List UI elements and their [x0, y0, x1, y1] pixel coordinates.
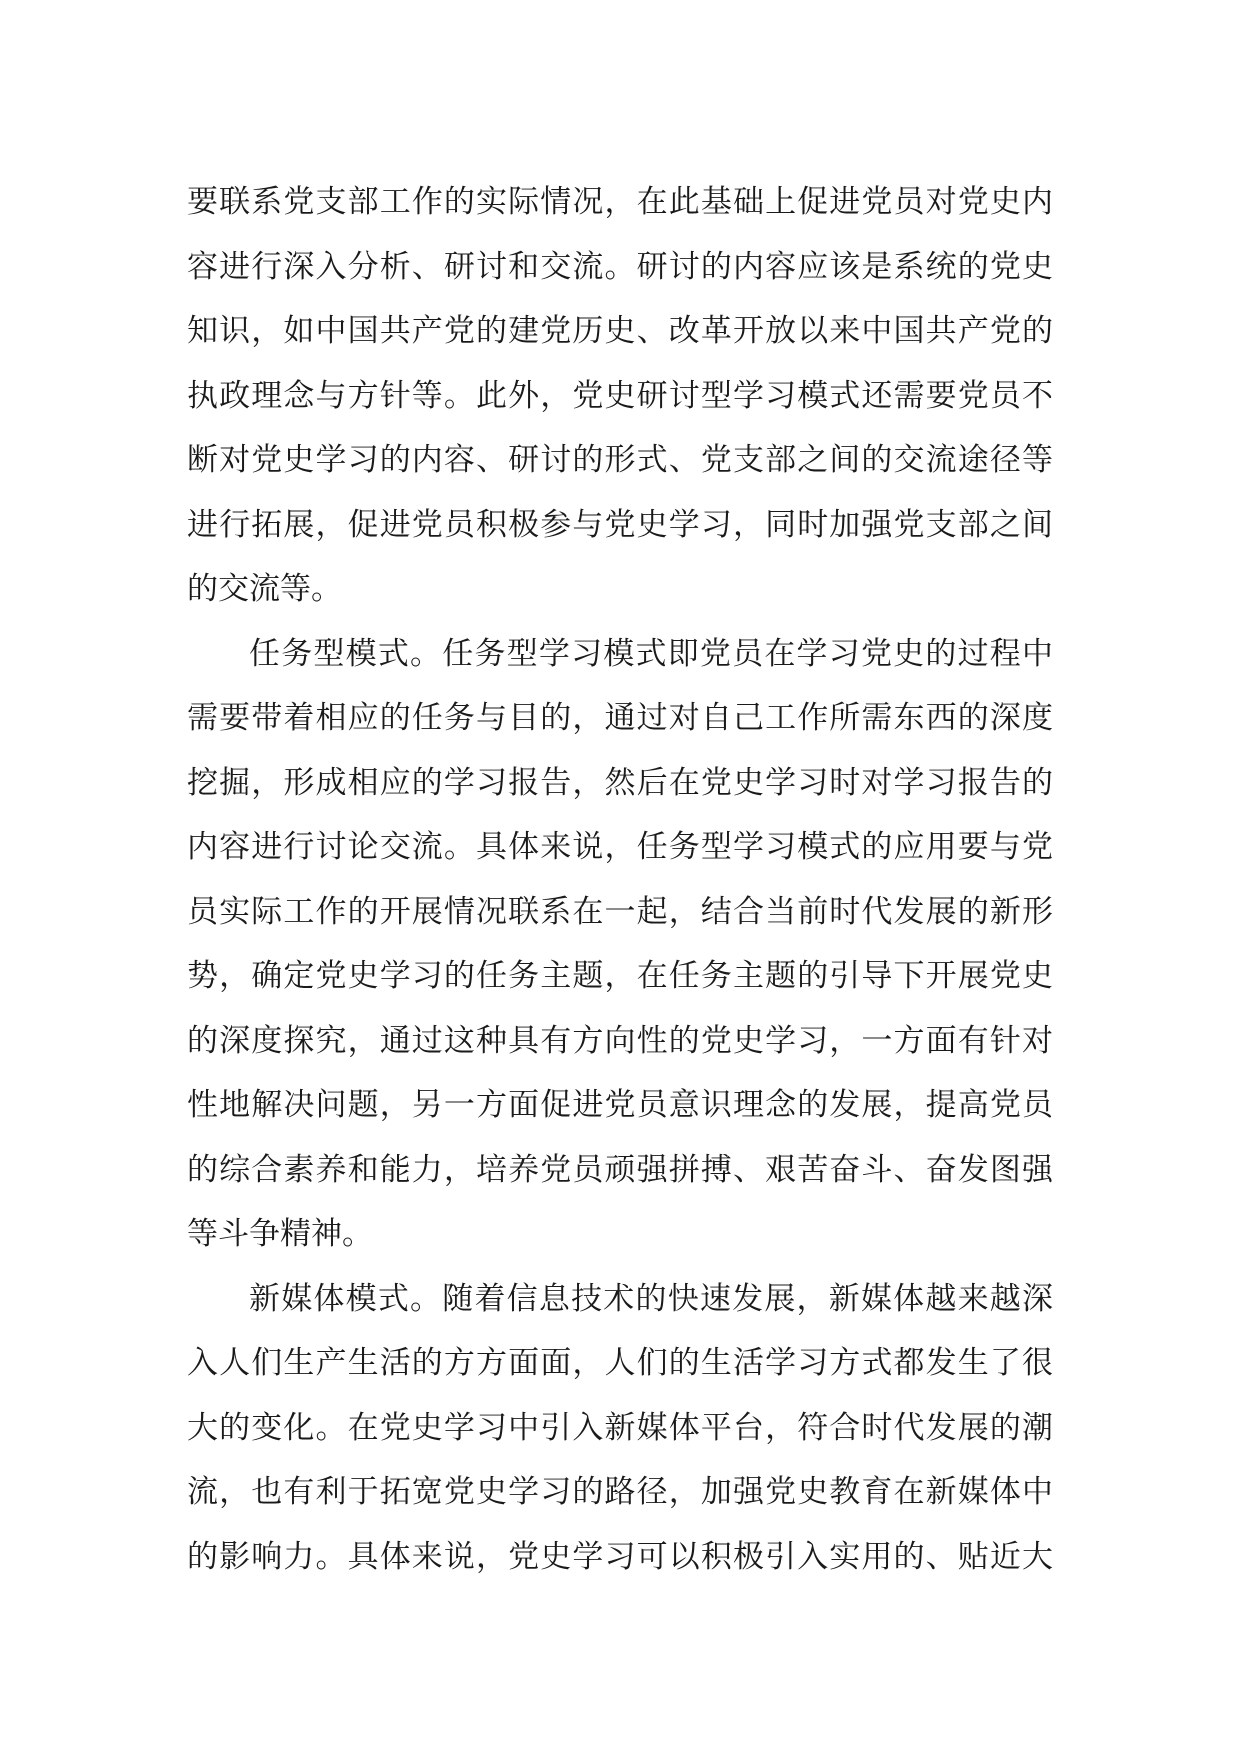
text-line: 员实际工作的开展情况联系在一起，结合当前时代发展的新形 — [187, 893, 1053, 930]
text-line: 势，确定党史学习的任务主题，在任务主题的引导下开展党史 — [187, 958, 1053, 994]
text-line: 需要带着相应的任务与目的，通过对自己工作所需东西的深度 — [187, 700, 1053, 736]
text-line: 大的变化。在党史学习中引入新媒体平台，符合时代发展的潮 — [187, 1409, 1053, 1446]
text-line: 的交流等。 — [187, 571, 342, 607]
text-line: 进行拓展，促进党员积极参与党史学习，同时加强党支部之间 — [187, 506, 1053, 543]
text-line: 知识，如中国共产党的建党历史、改革开放以来中国共产党的 — [187, 313, 1053, 349]
text-line: 内容进行讨论交流。具体来说，任务型学习模式的应用要与党 — [187, 829, 1053, 865]
text-line: 执政理念与方针等。此外，党史研讨型学习模式还需要党员不 — [187, 377, 1053, 414]
text-line: 的深度探究，通过这种具有方向性的党史学习，一方面有针对 — [187, 1022, 1053, 1059]
text-line: 的影响力。具体来说，党史学习可以积极引入实用的、贴近大 — [187, 1538, 1053, 1575]
text-line: 要联系党支部工作的实际情况，在此基础上促进党员对党史内 — [187, 184, 1053, 220]
text-line: 任务型模式。任务型学习模式即党员在学习党史的过程中 — [249, 635, 1053, 672]
text-line: 容进行深入分析、研讨和交流。研讨的内容应该是系统的党史 — [187, 248, 1053, 285]
text-line: 的综合素养和能力，培养党员顽强拼搏、艰苦奋斗、奋发图强 — [187, 1151, 1053, 1188]
document-body — [187, 170, 1053, 1589]
text-line: 新媒体模式。随着信息技术的快速发展，新媒体越来越深 — [249, 1280, 1053, 1317]
text-line: 性地解决问题，另一方面促进党员意识理念的发展，提高党员 — [187, 1087, 1053, 1123]
text-line: 断对党史学习的内容、研讨的形式、党支部之间的交流途径等 — [187, 442, 1053, 478]
text-line: 挖掘，形成相应的学习报告，然后在党史学习时对学习报告的 — [187, 764, 1053, 801]
text-line: 等斗争精神。 — [187, 1216, 373, 1252]
text-line: 流，也有利于拓宽党史学习的路径，加强党史教育在新媒体中 — [187, 1474, 1053, 1510]
text-line: 入人们生产生活的方方面面，人们的生活学习方式都发生了很 — [187, 1345, 1053, 1381]
